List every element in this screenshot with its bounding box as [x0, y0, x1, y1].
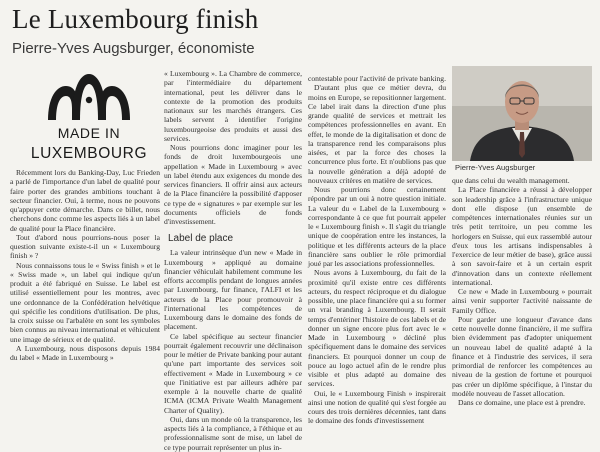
paragraph: que dans celui du wealth management. — [452, 176, 570, 185]
author-photo — [452, 66, 592, 161]
article-column-2 — [164, 69, 302, 452]
article-headline: Le Luxembourg finish — [12, 4, 259, 34]
section-subheading: Label de place — [168, 233, 234, 245]
photo-caption: Pierre-Yves Augsburger — [455, 163, 536, 172]
paragraph: Nous connaissons tous le « Swiss finish » et le « Swiss made », un label qui indique qu'un produit a été fabriqué en Suisse. Le label est utilisé essentiellement pour les montres, avec une ordonnance de la Confédération helvétique qui spécifie les conditions d'utilisation. De plus, la croix suisse ou l'arbalète en sont les symboles bien connus au niveau international et véhiculent une image de sérieux et de qualité. — [10, 260, 160, 344]
made-in-luxembourg-logo — [14, 66, 164, 170]
paragraph: Nous pourrions donc certainement répondre par un oui à notre question initiale. La valeur du « Label de la Luxembourg » correspondante à ce que fut pourrait appeler le « Luxembourg finish ». Il s'agit du triangle unique de coopération entre les instances, la politique et les différents acteurs de la place financière sans oublier le rôle primordial joué par les associations professionnelles. — [308, 185, 446, 268]
paragraph: contestable pour l'activité de private banking. — [308, 74, 447, 83]
paragraph: La Place financière a réussi à développer son leadership grâce à l'infrastructure unique dont elle dispose (un ensemble de compétences internationales réunies sur un très petit territoire, un peu comme les horlogers en Suisse, qui eux rassemblé autour d'eux tous les artisans indispensables à l'exercice de leur métier de base), grâce aussi à son savoir-faire et à un certain esprit d'innovation dans un contexte réellement international. — [452, 185, 592, 287]
paragraph: Dans ce domaine, une place est à prendre. — [458, 398, 586, 407]
paragraph: A Luxembourg, nous disposons depuis 1984 du label « Made in Luxembourg » — [10, 343, 160, 362]
paragraph: La valeur intrinsèque d'un new « Made in Luxembourg » appliqué au domaine financier véhiculait habilement commune les efforts accomplis pendant de longues années par Luxembourg, fur finance, l'ALFI et les acteurs de la Place pour promouvoir à l'international les compétences de Luxembourg dans le domaine des fonds de placement. — [164, 248, 302, 332]
paragraph: Oui, dans un monde où la transparence, les aspects liés à la compliance, à l'éthique et au professionnalisme sont de mise, un label de ce type pourrait représenter un plus in- — [164, 414, 302, 452]
paragraph: Oui, le « Luxembourg Finish » inspirerait ainsi une notion de qualité qui s'est forgée au cours des trois dernières décennies, tant dans le domaine des fonds d'investissement — [308, 388, 446, 426]
logo-text-luxembourg: LUXEMBOURG — [30, 145, 148, 162]
article-column-1 — [10, 168, 160, 420]
logo-text-made-in: MADE IN — [57, 125, 121, 141]
crown-arches-icon — [42, 70, 136, 122]
paragraph: Tout d'abord nous pourrions-nous poser la question suivante existe-t-il un « Luxembourg finish » ? — [10, 232, 160, 261]
article-byline: Pierre-Yves Augsburger, économiste — [12, 40, 255, 57]
article-column-3 — [308, 74, 447, 426]
paragraph: Ce new « Made in Luxembourg » pourrait ainsi venir supporter l'activité naissante de Family Office. — [452, 287, 592, 315]
paragraph: Pour garder une longueur d'avance dans cette nouvelle donne financière, il me suffira bien évidemment pas d'adopter uniquement un nouveau label de qualité adapté à la finance et à l'industrie des services, il sera primordial de renforcer les compétences au niveau de la gestion de fortune et pourquoi pas créer un diplôme spécifique, à l'instar du modèle nouveau de l'asset allocation. — [452, 314, 592, 398]
article-column-4 — [452, 176, 592, 420]
paragraph: D'autant plus que ce métier devra, du moins en Europe, se repositionner largement. Ce label irait dans la direction d'une plus grande qualité de services et mettrait les compétences professionnelles en avant. En effet, le monde de la digitalisation et donc de la transparence rend les comparaisons plus aisées, et par la force des choses la concurrence plus forte. Et n'oublions pas que la nouvelle génération a déjà adopté de nouveaux critères en matière de services. — [308, 83, 446, 185]
paragraph: Ce label spécifique au secteur financier pourrait également recouvrir une déclinaison pour le métier de Private banking pour autant qu'une part importante des services soit effectivement « Made in Luxembourg » ce que l'initiative est par ailleurs adhère par exemple à la nouvelle charte de qualité ICMA (ICMA Private Wealth Management Charter of Quality). — [164, 331, 302, 415]
paragraph: Nous pourrions donc imaginer pour les fonds de droit luxembourgeois une appellation « Made in Luxembourg » avec un label étendu aux exigences du monde des services financiers. Il offrir ainsi aux acteurs de la Place financière la possibilité d'apposer ce type de « signatures » par exemple sur les documents officiels de fonds d'investissement. — [164, 143, 302, 226]
paragraph: Nous avons à Luxembourg, du fait de la proximité qu'il existe entre ces différents acteurs, du respect réciproque et du dialogue possible, une place financière qui a su former un vrai branding à Luxembourg. Il serait temps d'entériner l'histoire de ces labels et de donner un signe encore plus fort avec le « Made in Luxembourg » décliné plus spécifiquement dans le domaine des services financiers. Et pourquoi donner un coup de pouce au logo actuel afin de le rendre plus visible et plus adapté au domaine des services. — [308, 268, 446, 389]
paragraph: « Luxembourg ». La Chambre de commerce, par l'intermédiaire du département international, peut les délivrer dans le contexte de la promotion des produits nationaux sur les marchés étrangers. Ces labels servent à identifier l'origine luxembourgeoise des produits et aussi des services. — [164, 69, 302, 143]
paragraph: Récemment lors du Banking-Day, Luc Frieden a parlé de l'importance d'un label de qualité pour faire porter des grandes ambitions touchant à secteur financier. Oui, à terme, nous ne pouvons qu'appuyer cette démarche. Dans ce billet, nous cherchons donc comme les aspects liés à un label de qualité pour la Place financière. — [10, 168, 160, 233]
